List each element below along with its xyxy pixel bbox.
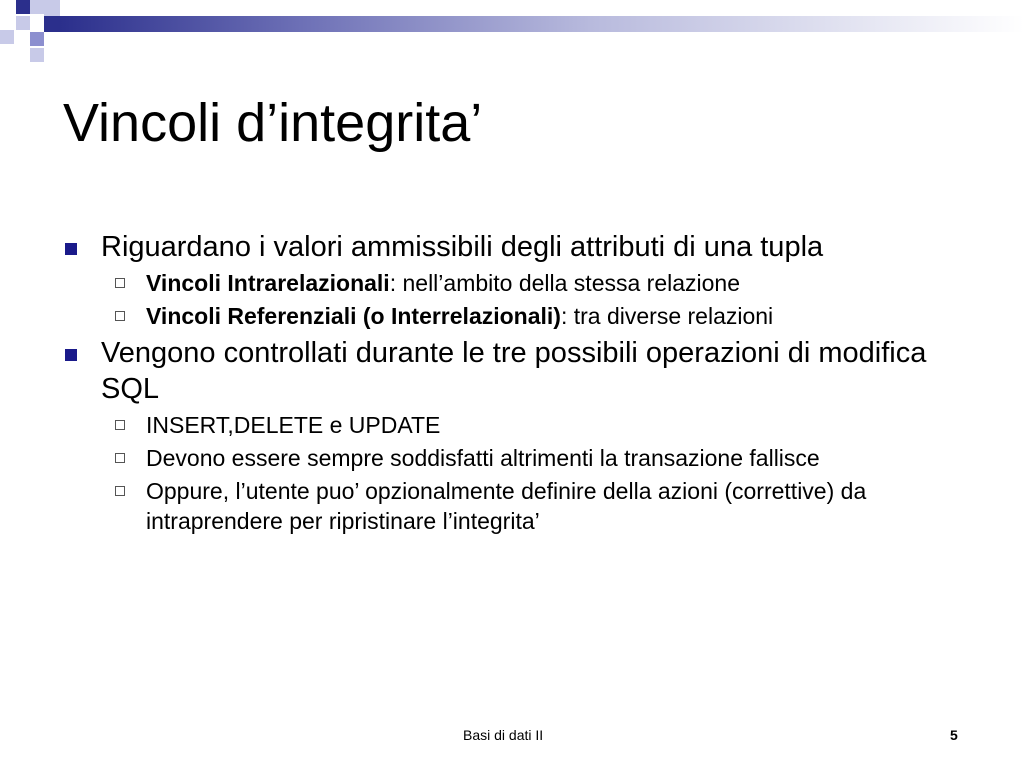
sub-bullet-bold-text: Vincoli Intrarelazionali [146,270,390,296]
sub-bullet-text: Oppure, l’utente puo’ opzionalmente definire della azioni (correttive) da intraprendere per ripristinare l’integrita’ [146,478,867,534]
sub-bullet-item [60,301,960,331]
sub-bullet-item [60,410,960,440]
decor-square [16,16,30,30]
sub-bullet-text: Devono essere sempre soddisfatti altrimenti la transazione fallisce [146,445,820,471]
slide-title: Vincoli d’integrita’ [63,93,483,153]
decor-square [16,0,30,14]
decor-square [44,0,60,16]
decor-square [44,16,60,32]
bullet-item [60,335,960,407]
header-gradient-bar [60,16,1024,32]
sub-bullet-text: INSERT,DELETE e UPDATE [146,412,441,438]
sub-bullet-item [60,476,960,536]
square-bullet-icon [65,243,77,255]
bullet-text: Vengono controllati durante le tre possibili operazioni di modifica SQL [101,337,927,405]
square-bullet-icon [65,349,77,361]
hollow-square-bullet-icon [115,420,125,430]
decor-square [30,0,44,14]
slide-body [60,225,960,536]
hollow-square-bullet-icon [115,311,125,321]
hollow-square-bullet-icon [115,453,125,463]
hollow-square-bullet-icon [115,278,125,288]
footer-course-name: Basi di dati II [463,727,544,743]
sub-bullet-item [60,443,960,473]
bullet-item [60,229,960,265]
decor-square [30,48,44,62]
decor-square [0,30,14,44]
sub-bullet-text: : nell’ambito della stessa relazione [389,270,741,296]
sub-bullet-bold-text: Vincoli Referenziali (o Interrelazionali) [146,303,561,329]
page-number: 5 [950,727,958,743]
bullet-text: Riguardano i valori ammissibili degli attributi di una tupla [101,231,824,263]
hollow-square-bullet-icon [115,486,125,496]
sub-bullet-item [60,268,960,298]
sub-bullet-text: : tra diverse relazioni [560,303,774,329]
decor-square [30,32,44,46]
header-decoration [0,0,1024,70]
